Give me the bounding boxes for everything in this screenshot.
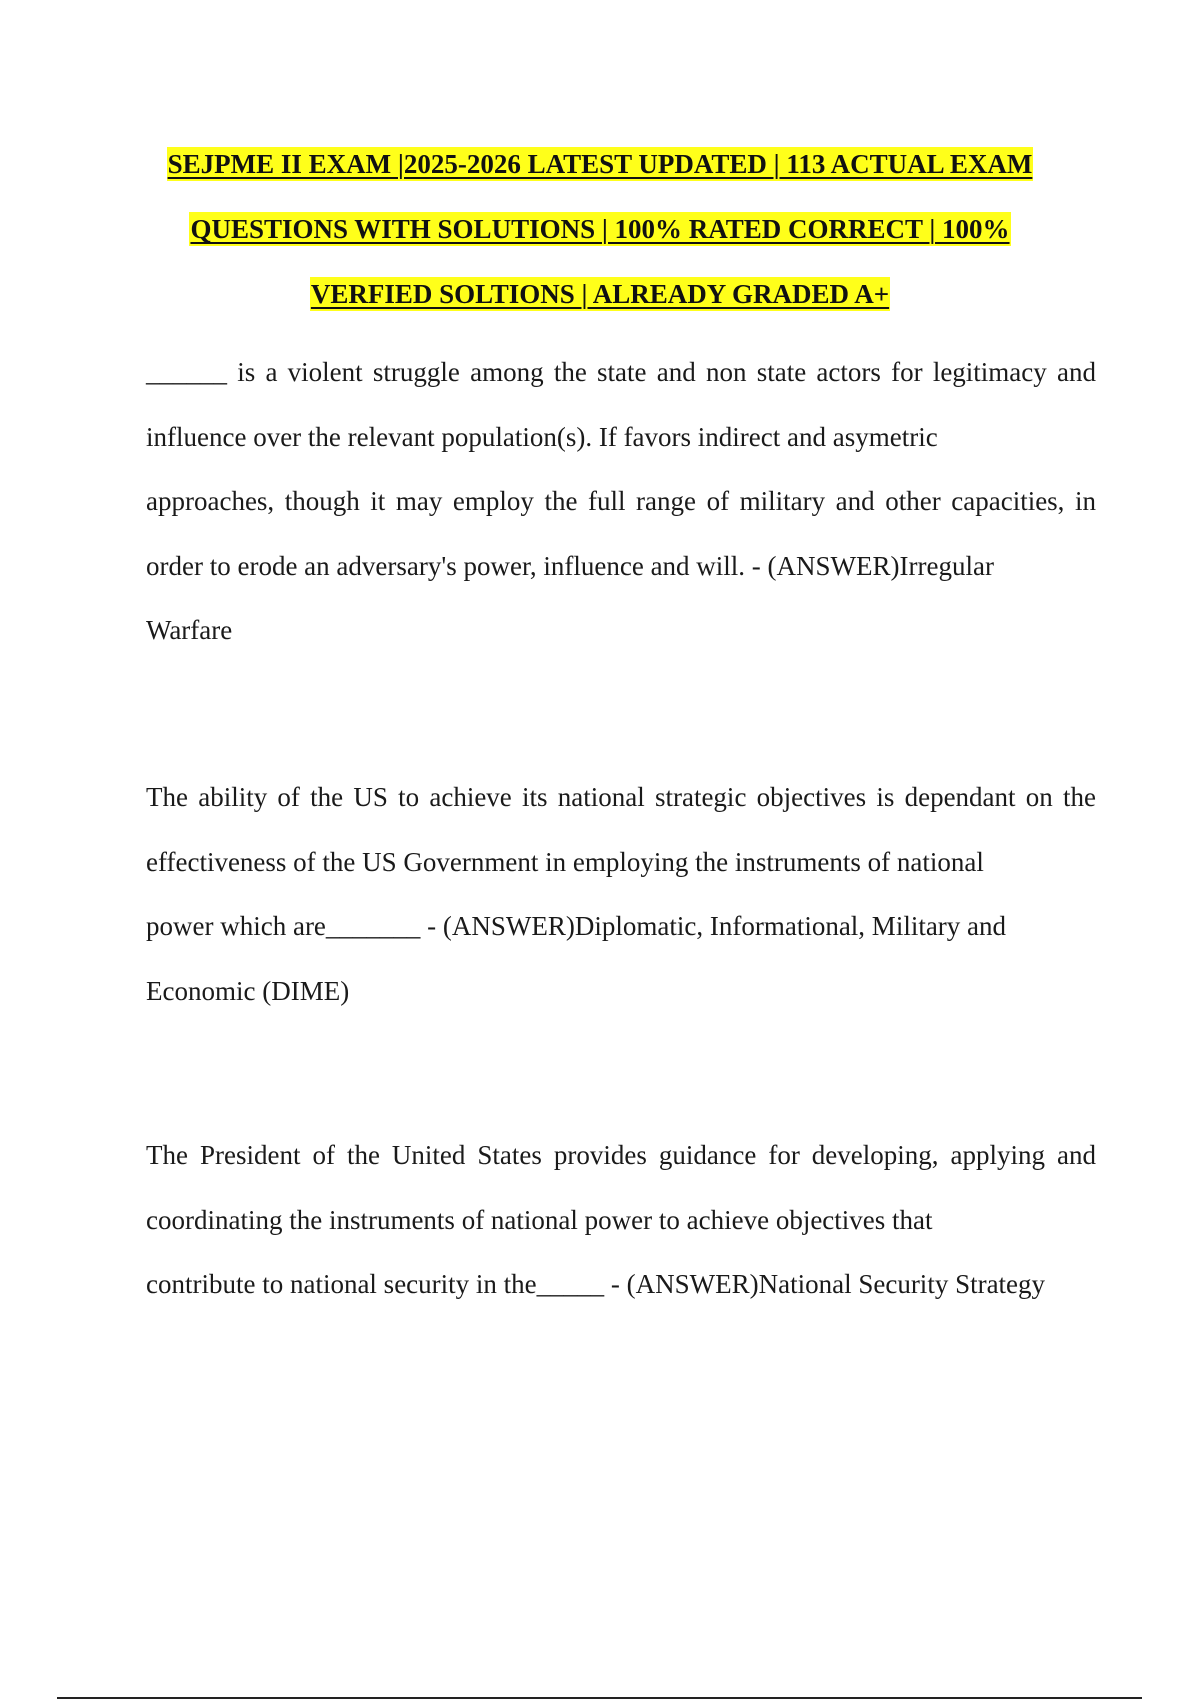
question-answer-2: [146, 765, 1096, 1023]
title-line: VERFIED SOLTIONS | ALREADY GRADED A+: [310, 279, 890, 309]
question-line: ______ is a violent struggle among the state and non state actors for legitimacy and: [146, 357, 1096, 387]
question-answer-1: [146, 340, 1096, 663]
question-line: approaches, though it may employ the full range of military and other capacities, in: [146, 486, 1096, 516]
question-line: The President of the United States provides guidance for developing, applying and: [146, 1140, 1096, 1170]
document-title: [120, 132, 1080, 327]
title-line: QUESTIONS WITH SOLUTIONS | 100% RATED CORRECT | 100%: [190, 214, 1010, 244]
question-line: Economic (DIME): [146, 975, 350, 1006]
question-line: influence over the relevant population(s). If favors indirect and asymetric: [146, 421, 938, 452]
title-line: SEJPME II EXAM |2025-2026 LATEST UPDATED | 113 ACTUAL EXAM: [167, 149, 1033, 179]
question-line: effectiveness of the US Government in employing the instruments of national: [146, 846, 984, 877]
question-line: contribute to national security in the_____ - (ANSWER)National Security Strategy: [146, 1269, 1046, 1299]
question-line: The ability of the US to achieve its national strategic objectives is dependant on the: [146, 782, 1096, 812]
question-line: coordinating the instruments of national power to achieve objectives that: [146, 1204, 933, 1235]
question-line: Warfare: [146, 615, 233, 645]
question-line: power which are_______ - (ANSWER)Diplomatic, Informational, Military and: [146, 911, 1007, 941]
question-answer-3: [146, 1123, 1096, 1317]
question-line: order to erode an adversary's power, influence and will. - (ANSWER)Irregular: [146, 550, 994, 581]
page-bottom-rule: [57, 1697, 1142, 1699]
